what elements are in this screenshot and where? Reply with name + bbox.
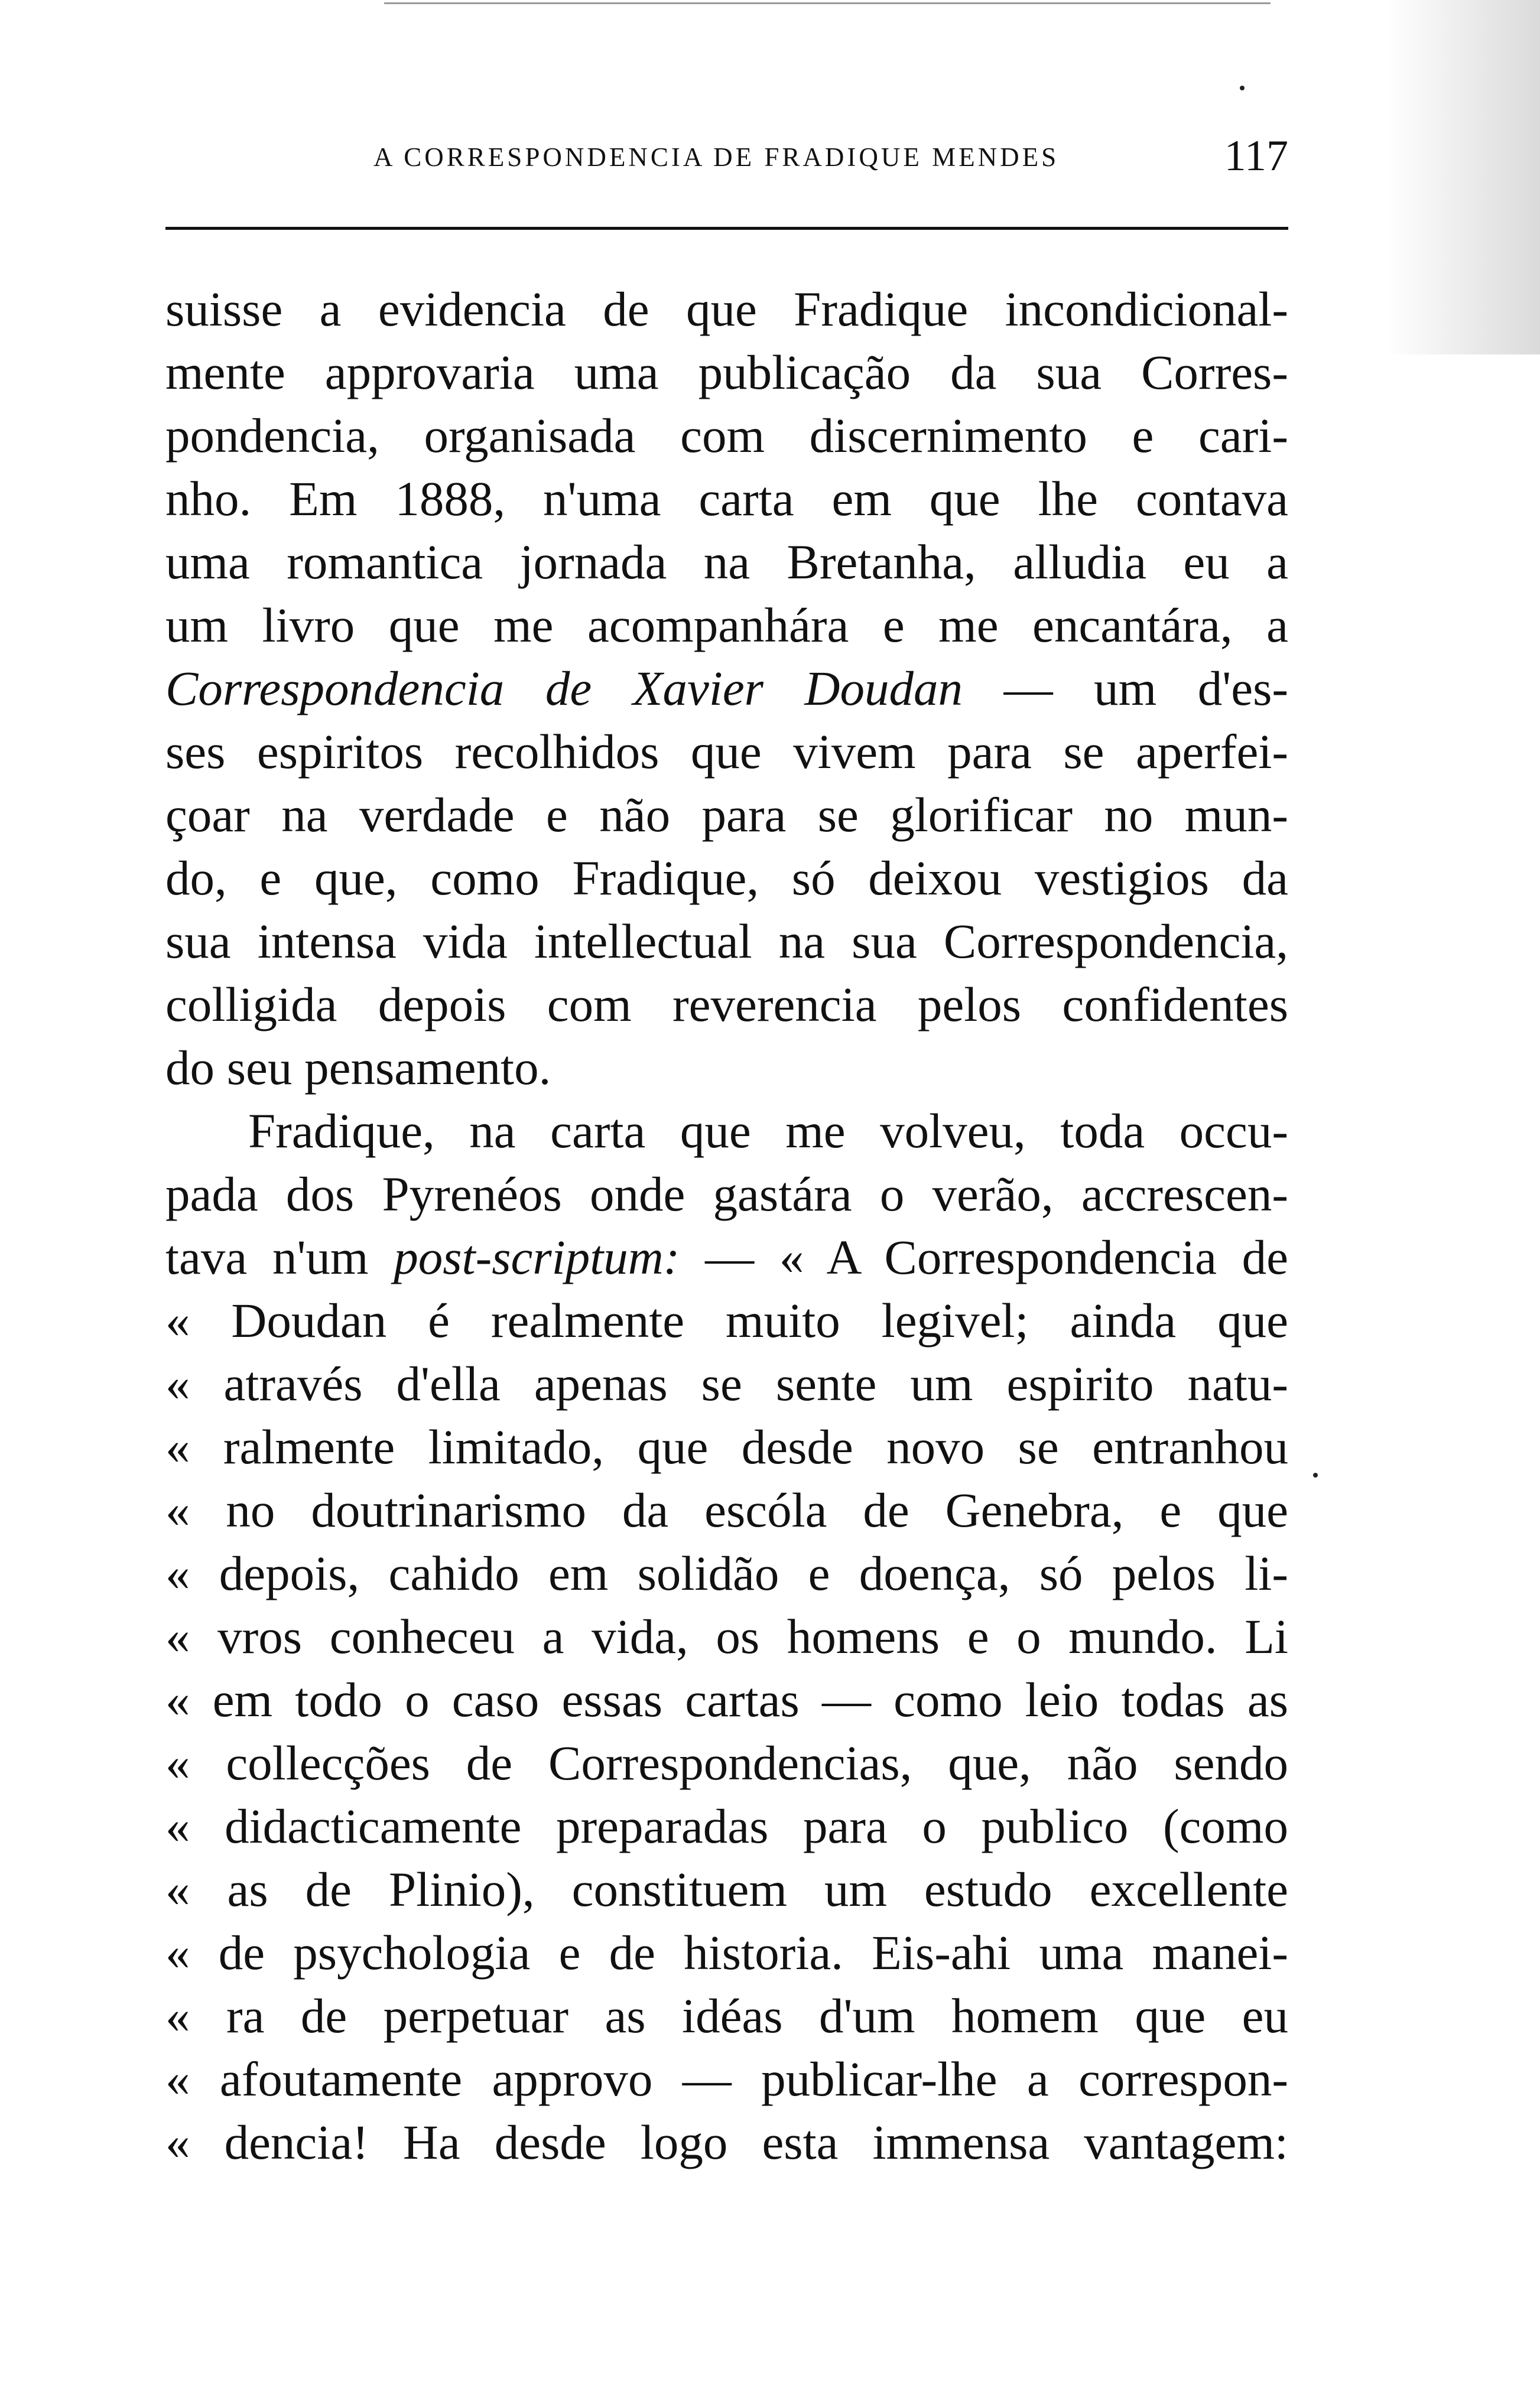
text-line: « ra de perpetuar as idéas d'um homem que eu	[165, 1989, 1288, 2043]
text-line: « depois, cahido em solidão e doença, só pelos li-	[165, 1546, 1288, 1600]
text-line: suisse a evidencia de que Fradique incondicional-	[165, 282, 1288, 336]
text-line: mente approvaria uma publicação da sua Corres-	[165, 345, 1288, 399]
scan-top-edge	[384, 2, 1271, 4]
text-line: « collecções de Correspondencias, que, não sendo	[165, 1736, 1288, 1790]
text-line: « de psychologia e de historia. Eis-ahi uma manei-	[165, 1925, 1288, 1980]
scan-shadow	[1386, 0, 1540, 354]
text-line: pondencia, organisada com discernimento e cari-	[165, 408, 1288, 463]
running-title: A CORRESPONDENCIA DE FRADIQUE MENDES	[373, 142, 1060, 172]
text-line: do, e que, como Fradique, só deixou vestigios da	[165, 851, 1288, 905]
text-line: do seu pensamento.	[165, 1040, 551, 1095]
text-line: « no doutrinarismo da escóla de Genebra, e que	[165, 1483, 1288, 1537]
text-line: « ralmente limitado, que desde novo se entranhou	[165, 1420, 1288, 1474]
text-line: colligida depois com reverencia pelos confidentes	[165, 977, 1288, 1031]
text-line: ses espiritos recolhidos que vivem para se aperfei-	[165, 724, 1288, 779]
text-line: nho. Em 1888, n'uma carta em que lhe contava	[165, 471, 1288, 526]
text-line: Fradique, na carta que me volveu, toda occu-	[248, 1104, 1288, 1158]
italic-term: post-scriptum:	[394, 1230, 680, 1284]
ink-speck	[1240, 86, 1245, 90]
running-head	[165, 131, 1288, 178]
text-line: pada dos Pyrenéos onde gastára o verão, accrescen-	[165, 1167, 1288, 1221]
book-title: Correspondencia de Xavier Doudan	[165, 661, 963, 715]
text-line: « as de Plinio), constituem um estudo excellente	[165, 1862, 1288, 1916]
text-line: « através d'ella apenas se sente um espirito natu-	[165, 1356, 1288, 1411]
text-line: « Doudan é realmente muito legivel; ainda que	[165, 1293, 1288, 1348]
text-line: um livro que me acompanhára e me encantára, a	[165, 598, 1288, 652]
page-number: 117	[1224, 132, 1288, 180]
ink-speck	[1313, 1473, 1318, 1478]
text-line: tava n'um post-scriptum: — « A Correspondencia de	[165, 1230, 1288, 1284]
text-line: « vros conheceu a vida, os homens e o mundo. Li	[165, 1609, 1288, 1664]
text-line: çoar na verdade e não para se glorificar no mun-	[165, 788, 1288, 842]
text-line: uma romantica jornada na Bretanha, alludia eu a	[165, 535, 1288, 589]
header-rule	[165, 227, 1288, 230]
text-line: « afoutamente approvo — publicar-lhe a correspon-	[165, 2052, 1288, 2106]
text-line: « didacticamente preparadas para o publico (como	[165, 1799, 1288, 1853]
body-text	[165, 278, 1288, 2174]
text-line: « dencia! Ha desde logo esta immensa vantagem:	[165, 2115, 1288, 2169]
text-line: « em todo o caso essas cartas — como leio todas as	[165, 1672, 1288, 1727]
text-line: sua intensa vida intellectual na sua Correspondencia,	[165, 914, 1288, 968]
text-line: Correspondencia de Xavier Doudan — um d'es-	[165, 661, 1289, 715]
